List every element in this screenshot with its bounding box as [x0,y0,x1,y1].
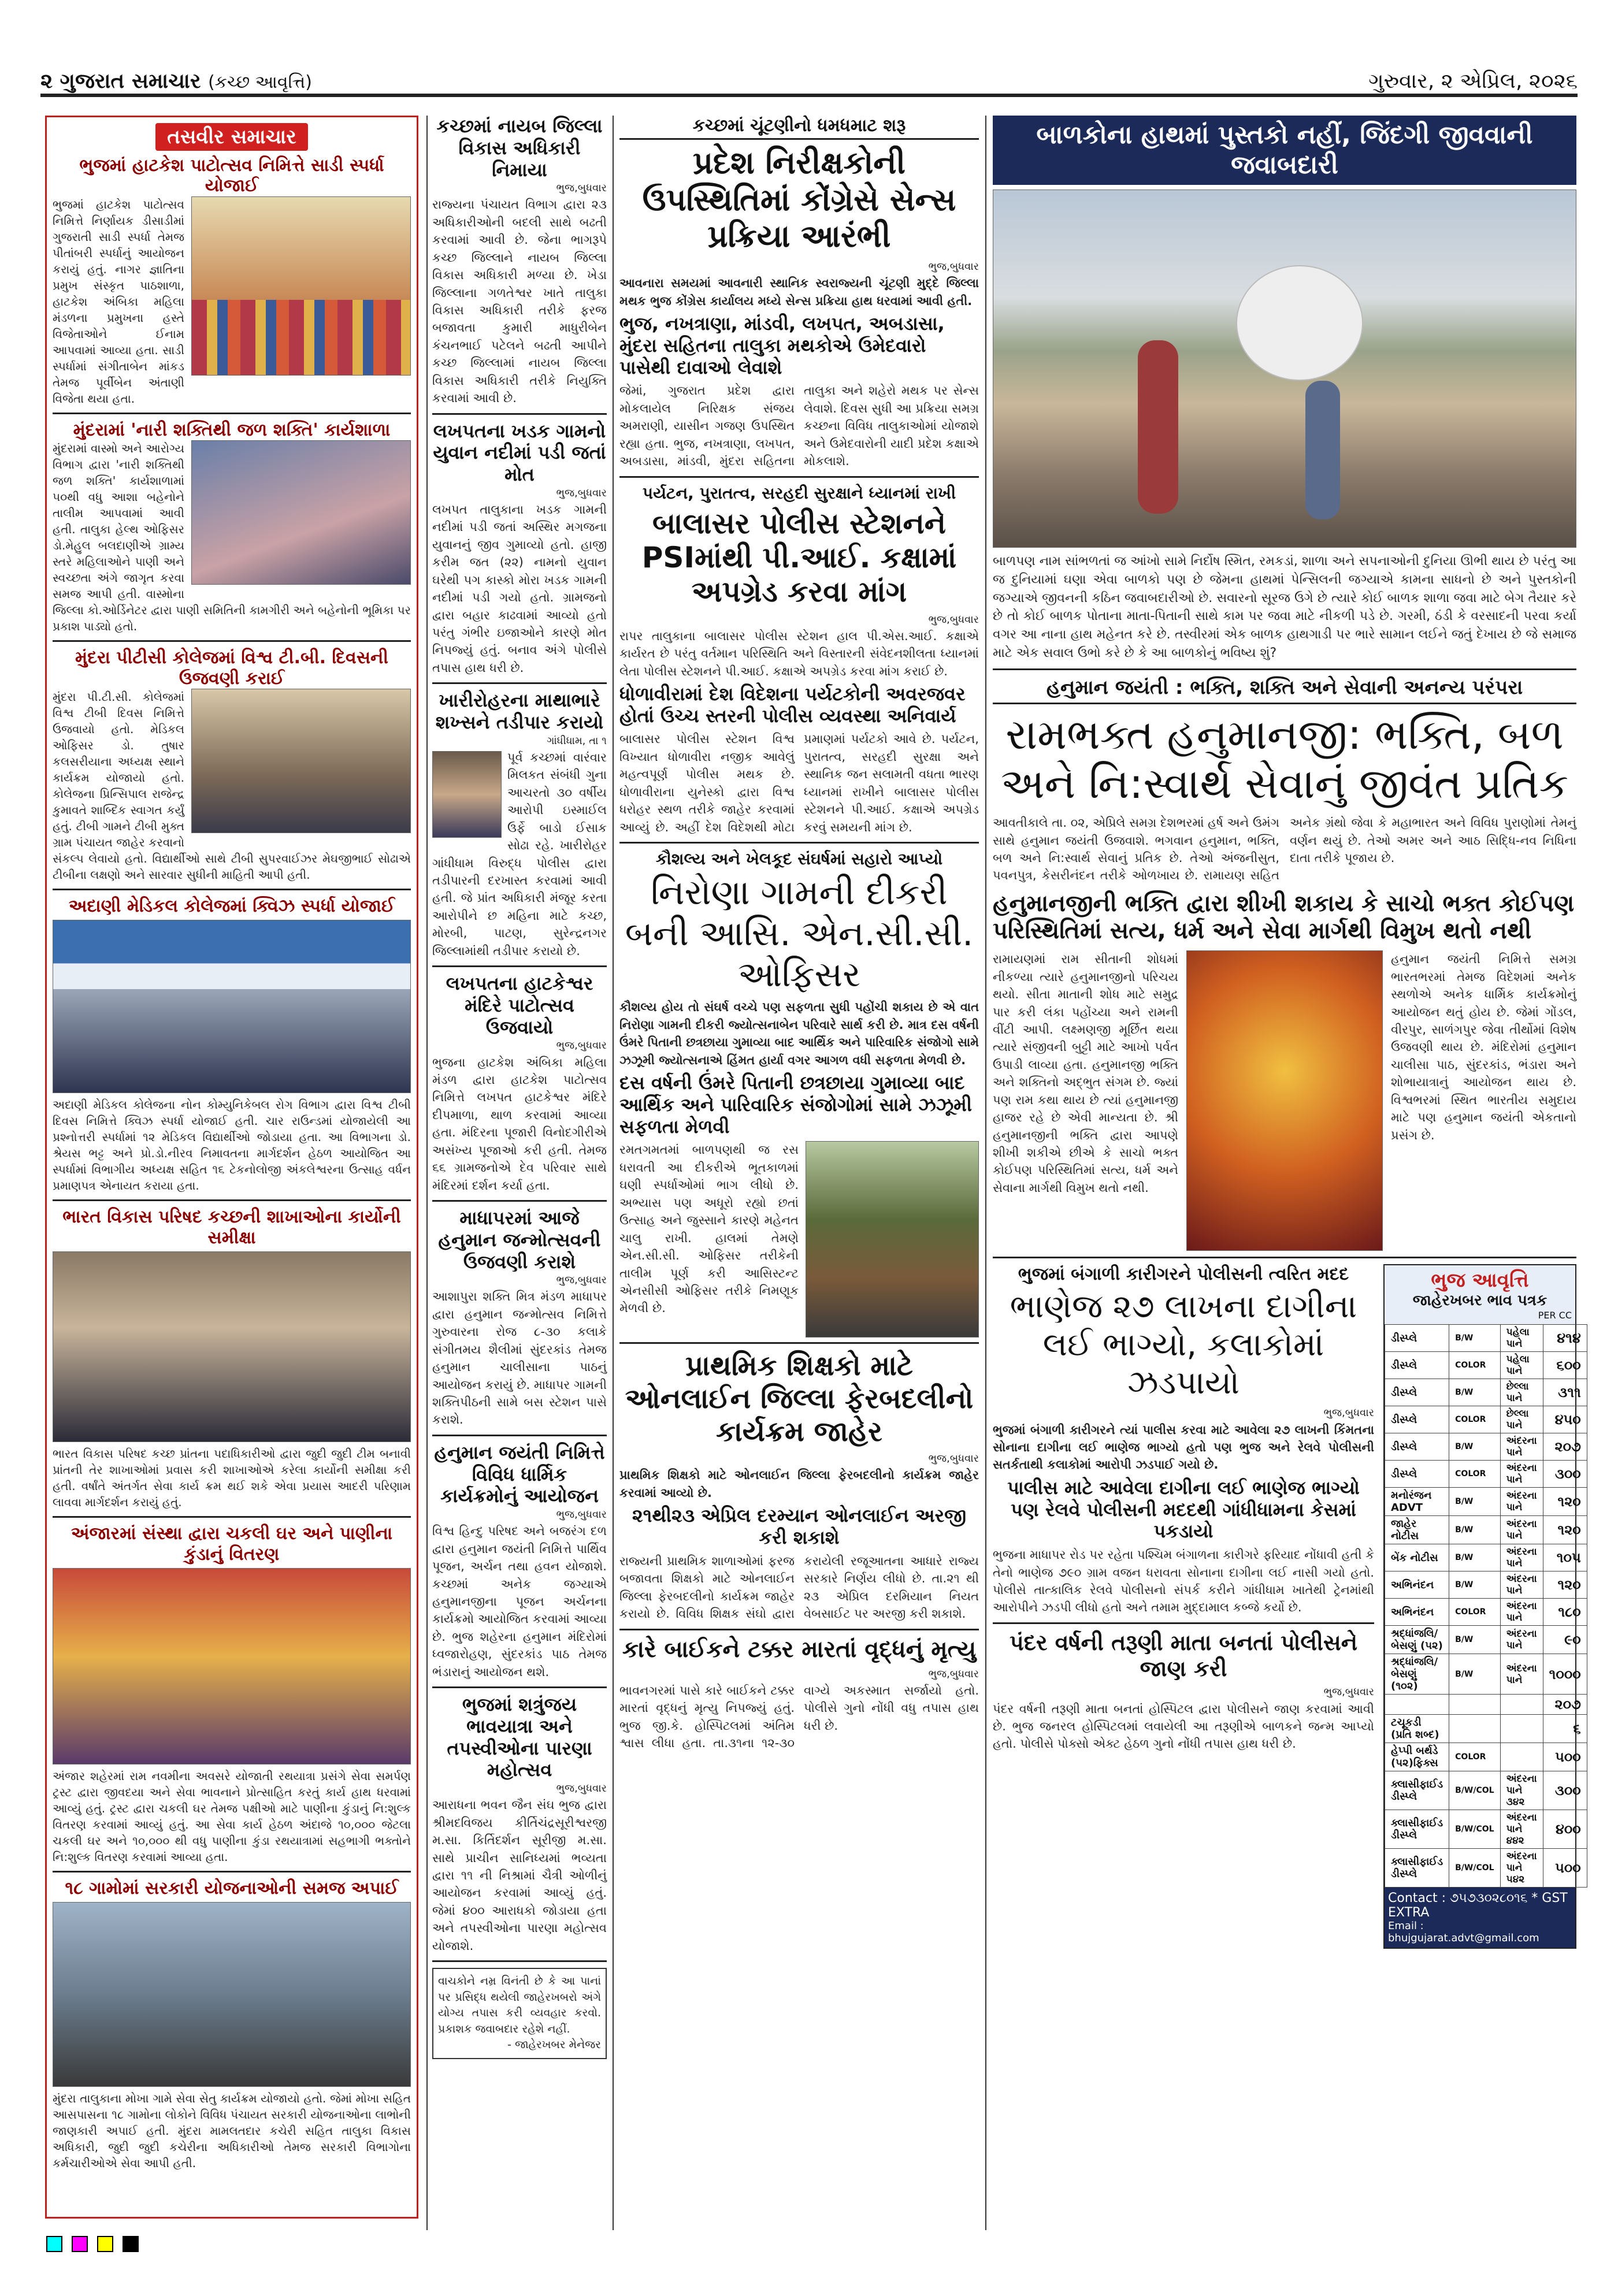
rate-cell: ૧૦૫ [1543,1544,1587,1571]
photo-child-labour [993,190,1576,548]
rate-row [1385,1352,1587,1379]
feature-headline: બાળકોના હાથમાં પુસ્તકો નહીં, જિંદગી જીવવાની જવાબદારી [993,116,1576,185]
rate-cell: અંદરના પાને ૫૪૨ [1500,1849,1543,1888]
rate-cell: B/W [1449,1654,1500,1695]
headline: પંદર વર્ષની તરૂણી માતા બનતાં પોલીસને જાણ કરી [1009,1629,1358,1681]
story-text: ભુજના માધાપર રોડ પર રહેતા પશ્ચિમ બંગાળના કારીગરે ફરિયાદ નોંધાવી હતી કે તેનો ભાણેજ ૭૯૦ ગ્રામ વજન ધરાવતા સોનાના દાગીના લઈ નાસી ગયો હતો. પોલીસે તાત્કાલિક રેલવે પોલીસનો સંપર્ક કરીને ગાંધીધામ ખાતેથી ટ્રેનમાંથી આરોપીને ઝડપી લીધો હતો અને તમામ મુદ્દામાલ કબ્જે કર્યો છે. [993,1548,1374,1615]
rate-cell: ૧૨૦ [1543,1516,1587,1544]
rate-cell: B/W [1449,1544,1500,1571]
brief-heading: લખપતના હાટકેશ્વર મંદિરે પાટોત્સવ ઉજવાયો [446,972,593,1038]
headline: રામભક્ત હનુમાનજી: ભક્તિ, બળ અને નિ:સ્વાર્થ સેવાનું જીવંત પ્રતિક [1000,710,1569,808]
brief-text: આરાધના ભવન જૈન સંઘ ભુજ દ્વારા શ્રીમદવિજય કીર્તિચંદ્રસૂરીશ્વરજી મ.સા. કિર્તિદર્શન સૂરીજી મ.સા. સાથે પ્રાચીન સાનિધ્યમાં ભવ્યતા દ્વારા ૧૧ ની નિશ્રામાં ચૈત્રી ઓળીનું આયોજન કરવામાં આવ્યું હતું. જેમાં ૪૦૦ આરાધકો જોડાયા હતા અને તપસ્વીઓના પારણા મહોત્સવ યોજાશે. [432,1798,607,1953]
subheading: ધોળાવીરામાં દેશ વિદેશના પર્યટકોની અવરજવર હોતાં ઉચ્ચ સ્તરની પોલીસ વ્યવસ્થા અનિવાર્ય [619,682,966,727]
lead-text: કૌશલ્ય હોય તો સંઘર્ષ વચ્ચે પણ સફળતા સુધી પહોંચી શકાય છે એ વાત નિરોણા ગામની દીકરી જ્યોત્સનાબેન પરિવારે સાર્થ કરી છે. માત્ર દસ વર્ષની ઉંમરે પિતાની છત્રછાયા ગુમાવ્યા બાદ આર્થિક અને પારિવારિક સંજોગો સામે ઝઝૂમી જ્યોત્સનાએ હિંમત હાર્યા વગર આગળ વધી સફળતા મેળવી છે. [619,1000,979,1067]
rate-row [1385,1325,1587,1352]
rate-cell: અંદરના પાને [1500,1433,1543,1461]
rate-row [1385,1461,1587,1488]
dateline: ભુજ,બુધવાર [556,182,607,195]
kicker: કૌશલ્ય અને ખેલકૂદ સંઘર્ષમાં સહારો આપ્યો [655,849,943,869]
photo-water-workshop [191,440,411,585]
rate-cell: ૩૧૧ [1543,1379,1587,1406]
rate-cell: શ્રદ્ધાંજલિ/બેસણું (૫૨) [1385,1626,1449,1654]
subheading: ભુજ, નખત્રાણા, માંડવી, લખપત, અબડાસા, મુંદરા સહિતના તાલુકા મથકોએ ઉમેદવારો પાસેથી દાવાઓ લેવાશે [619,313,945,378]
rate-cell: B/W [1449,1433,1500,1461]
rate-row [1385,1516,1587,1544]
lead-text: આવનારા સમયમાં આવનારી સ્થાનિક સ્વરાજ્યની ચૂંટણી મુદ્દે જિલ્લા મથક ભુજ કોંગ્રેસ કાર્યાલય મધ્યે સેન્સ પ્રક્રિયા હાથ ધરવામાં આવી હતી. [619,276,979,308]
story-heading: અંજારમાં સંસ્થા દ્વારા ચકલી ઘર અને પાણીના કુંડાનું વિતરણ [70,1524,393,1565]
rate-cell: અંદરના પાને [1500,1544,1543,1571]
brief-heading: લખપતના ખડક ગામનો યુવાન નદીમાં પડી જતાં મોત [433,419,606,486]
rate-cell: B/W [1449,1488,1500,1516]
lead-text: રાપર તાલુકાના બાલાસર પોલીસ સ્ટેશન હાલ પી.એસ.આઈ. કક્ષાએ કાર્યરત છે પરંતુ વર્તમાન પરિસ્થિતિ અને વિસ્તારની સંવેદનશીલતા ધ્યાનમાં લેતા પોલીસ સ્ટેશનને પી.આઈ. કક્ષાએ અપગ્રેડ કરવા માંગ કરાઈ છે. [619,629,979,678]
rate-cell: છેલ્લા પાને [1500,1379,1543,1406]
rate-cell [1385,1695,1449,1715]
story-text: બાલાસર પોલીસ સ્ટેશન વિશ્વ વિખ્યાત ધોળાવીરા નજીક આવેલું મહત્વપૂર્ણ પોલીસ મથક છે. ધોળાવીરાના યુનેસ્કો દ્વારા વિશ્વ ધરોહર સ્થળ તરીકે જાહેર કરવામાં આવ્યું છે. અહીં દેશ વિદેશથી મોટા પ્રમાણમાં પર્યટકો આવે છે. પર્યટન, પુરાતત્વ, સરહદી સુરક્ષા અને સ્થાનિક જન સલામતી વધતા ભારણ ધ્યાનમાં રાખીને બાલાસર પોલીસ સ્ટેશનને પી.આઈ. કક્ષાએ અપગ્રેડ કરવું સમયની માંગ છે. [619,732,979,834]
rate-cell: ૬ [1543,1715,1587,1743]
rate-cell: અભિનંદન [1385,1599,1449,1626]
ad-unit: PER CC [1538,1310,1572,1321]
rate-cell: અંદરના પાને [1500,1488,1543,1516]
lead-text: ભુજમાં બંગાળી કારીગરને ત્યાં પાલીસ કરવા માટે આવેલા ૨૭ લાખની કિંમતના સોનાના દાગીના લઈ ભાણેજ ભાગ્યો હતો પણ ભુજ અને રેલવે પોલીસની સતર્કતાથી કલાકોમાં આરોપી ઝડપાઈ ગયો છે. [993,1422,1374,1472]
photo-bird-houses [53,1568,411,1764]
rate-row [1385,1743,1587,1771]
rate-cell: મનોરંજન ADVT [1385,1488,1449,1516]
rate-cell: ડીસ્પ્લે [1385,1461,1449,1488]
rate-cell: ૧૦૦૦ [1543,1654,1587,1695]
rate-cell: અંદરના પાને ૩૪૨ [1500,1771,1543,1810]
kicker: હનુમાન જયંતી : ભક્તિ, શક્તિ અને સેવાની અનન્ય પરંપરા [993,676,1576,704]
rate-cell: ૧૨૦ [1543,1571,1587,1599]
hanuman-illustration [1186,950,1383,1251]
story-heading: મુંદરામાં 'નારી શક્તિથી જળ શક્તિ' કાર્યશાળા [73,419,391,440]
photo-tb-day [191,689,411,833]
rate-cell: ૫૦૦ [1543,1849,1587,1888]
rate-cell: ડીસ્પ્લે [1385,1433,1449,1461]
headline: ભાણેજ ૨૭ લાખના દાગીના લઈ ભાગ્યો, કલાકોમાં ઝડપાયો [1010,1288,1357,1402]
rate-cell: B/W [1449,1626,1500,1654]
rate-cell: ૬૦૦ [1543,1352,1587,1379]
brief-text: ભુજના હાટકેશ અંબિકા મહિલા મંડળ દ્વારા હાટકેશ પાટોત્સવ નિમિત્તે લખપત હાટકેશ્વર મંદિરે દીપમાળા, થાળ કરવામાં આવ્યા હતા. મંદિરના પૂજારી વિનોદગીરીએ અસંખ્ય પૂજાઓ કરી હતી. તેમજ ૬૬ ગ્રામજનોએ દેવ પરિવાર સાથે મંદિરમાં દર્શન કર્યા હતા. [432,1055,607,1192]
page-folio: ૨ ગુજરાત સમાચાર (કચ્છ આવૃત્તિ) [40,69,312,93]
story-text: ભારત વિકાસ પરિષદ કચ્છ પ્રાંતના પદાધિકારીઓ દ્વારા જુદી જુદી ટીમ બનાવી પ્રાંતની તેર શાખાઓમાં પ્રવાસ કરી શાખાઓએ કરેલા કાર્યોની સમીક્ષા કરી હતી. વર્ષાંતે અંતર્ગત સેવા કાર્ય ક્રમ થઈ શકે એવા પ્રયાસ આદરી પરિણામ લાવવા માર્ગદર્શન કરાયું હતું. [53,1447,411,1510]
rate-cell: ડીસ્પ્લે [1385,1406,1449,1433]
dateline: ભુજ,બુધવાર [1323,1407,1374,1420]
story-text: મુંદરા તાલુકાના મોખા ગામે સેવા સેતુ કાર્યક્રમ યોજાયો હતો. જેમાં મોખા સહિત આસપાસના ૧૮ ગામોના લોકોને વિવિધ પંચાયત સરકારી યોજનાઓના લાભોની જાણકારી અપાઈ હતી. મુંદરા મામલતદાર કચેરી સહિત તાલુકા વિકાસ અધિકારી, જુદી જુદી કચેરીના અધિકારીઓ તેમજ સરકારી વિભાગોના કર્મચારીઓએ સેવા આપી હતી. [53,2091,411,2171]
story-text: અંજાર શહેરમાં રામ નવમીના અવસરે યોજાતી રથયાત્રા પ્રસંગે સેવા સમર્પણ ટ્રસ્ટ દ્વારા જીવદયા અને સેવા ભાવનાને પ્રોત્સાહિત કરતું કાર્ય હાથ ધરવામાં આવ્યું હતું. ટ્રસ્ટ દ્વારા ચકલી ઘર તેમજ પક્ષીઓ માટે પાણીના કુંડાનું નિ:શુલ્ક વિતરણ કરવામાં આવ્યું હતું. આ સેવા કાર્ય હેઠળ અંદાજે ૧૦,૦૦૦ જેટલા ચકલી ઘર અને ૧૦,૦૦૦ થી વધુ પાણીના કુંડા રથયાત્રામાં સહભાગી ભક્તોને નિ:શુલ્ક વિતરણ કરવામાં આવ્યા હતા. [53,1769,411,1864]
brief-heading: ભુજમાં શત્રુંજય ભાવયાત્રા અને તપસ્વીઓના પારણા મહોત્સવ [447,1693,592,1781]
rate-cell: અંદરના પાને [1500,1626,1543,1654]
dateline: ભુજ,બુધવાર [556,1509,607,1521]
photo-quiz-contest [53,920,411,1093]
story-heading: અદાણી મેડિકલ કોલેજમાં ક્વિઝ સ્પર્ધા યોજાઈ [68,896,395,916]
brief-text: આશાપુરા શક્તિ મિત્ર મંડળ માધાપર દ્વારા હનુમાન જન્મોત્સવ નિમિત્તે ગુરુવારના રોજ ૮-૩૦ કલાકે સંગીતમય શૈલીમાં સુંદરકાંડ તેમજ હનુમાન ચાલીસાના પાઠનું આયોજન કરાયું છે. માધાપર ગામની શક્તિપીઠની સામે બસ સ્ટેશન પાસે કરાશે. [432,1290,607,1427]
story-text: અદાણી મેડિકલ કોલેજના નોન કોમ્યુનિકેબલ રોગ વિભાગ દ્વારા વિશ્વ ટીબી દિવસ નિમિત્તે ક્વિઝ સ્પર્ધા યોજાઈ હતી. ચાર રાઉન્ડમાં યોજાયેલી આ પ્રશ્નોત્તરી સ્પર્ધામાં ૧૨ મેડિકલ વિદ્યાર્થીઓ જોડાયા હતા. આ વિભાગના ડો. શ્રેયસ ભટ્ટ અને પ્રો.ડો.નીરવ નિમાવતના માર્ગદર્શન હેઠળ આયોજિત આ સ્પર્ધામાં વિભાગીય અધ્યક્ષ સહિત ૧૬ ટેકનોલોજી અંકલેશ્વરના ઉત્સાહ વર્ધન પ્રમાણપત્ર એનાયત કરાયા હતા. [53,1098,411,1193]
rate-cell: ૩૦૦ [1543,1771,1587,1810]
dateline: ભુજ,બુધવાર [1323,1686,1374,1699]
story-text: રાજ્યની પ્રાથમિક શાળાઓમાં ફરજ બજાવતા શિક્ષકો માટે ઓનલાઈન જિલ્લા ફેરબદલીનો કાર્યક્રમ જાહેર કરાયો છે. વિવિધ શિક્ષક સંઘો દ્વારા કરાયેલી રજૂઆતના આધારે રાજ્ય સરકારે નિર્ણય લીધો છે. તા.૨૧ થી ૨૩ એપ્રિલ દરમિયાન નિયત વેબસાઈટ પર અરજી કરી શકાશે. [619,1554,979,1621]
story-text: પંદર વર્ષની તરૂણી માતા બનતાં હોસ્પિટલ દ્વારા પોલીસને જાણ કરવામાં આવી છે. ભુજ જનરલ હોસ્પિટલમાં લવાયેલી આ તરૂણીએ બાળકને જન્મ આપ્યો હતો. પોલીસે પોક્સો એક્ટ હેઠળ ગુનો નોંધી તપાસ હાથ ધરી છે. [993,1701,1374,1751]
headline: પ્રાથમિક શિક્ષકો માટે ઓનલાઈન જિલ્લા ફેરબદલીનો કાર્યક્રમ જાહેર [625,1350,974,1448]
rate-cell: ક્લાસીફાઈડ ડીસ્પ્લે [1385,1771,1449,1810]
headline: પ્રદેશ નિરીક્ષકોની ઉપસ્થિતિમાં કોંગ્રેસે સેન્સ પ્રક્રિયા આરંભી [642,144,956,255]
rate-cell: જાહેર નોટીસ [1385,1516,1449,1544]
rate-cell: ડીસ્પ્લે [1385,1325,1449,1352]
rate-row [1385,1771,1587,1810]
rate-cell: B/W [1449,1571,1500,1599]
brief-text: પૂર્વ કચ્છમાં વારંવાર મિલકત સંબંધી ગુના આચરતો ૩૦ વર્ષીય આરોપી ઇસ્માઈલ ઉર્ફે બાડો ઈસાક સોઢા રહે. ખારીરોહર ગાંધીધામ વિરુદ્ધ પોલીસ દ્વારા તડીપારની દરખાસ્ત કરવામાં આવી હતી. જે પ્રાંત અધિકારી મંજૂર કરતા આરોપીને છ મહિના માટે કચ્છ, મોરબી, પાટણ, સુરેન્દ્રનગર જિલ્લામાંથી તડીપાર કરાયો છે. [432,750,607,958]
rate-row [1385,1571,1587,1599]
ad-gst: * GST EXTRA [1388,1891,1568,1920]
rate-row [1385,1544,1587,1571]
color-registration-marks [46,2236,139,2252]
rate-cell: ૨૦૭ [1543,1695,1587,1715]
rate-cell: COLOR [1449,1599,1500,1626]
advertiser-notice [432,1968,607,2059]
lead-text: પ્રાથમિક શિક્ષકો માટે ઓનલાઈન જિલ્લા ફેરબદલીનો કાર્યક્રમ જાહેર કરવામાં આવ્યો છે. [619,1468,979,1500]
brief-heading: કચ્છમાં નાયબ જિલ્લા વિકાસ અધિકારી નિમાયા [436,115,603,181]
rate-row [1385,1406,1587,1433]
kicker: કચ્છમાં ચૂંટણીનો ધમધમાટ શરૂ [619,116,979,140]
rate-row [1385,1379,1587,1406]
brief-heading: ખારીરોહરના માથાભારે શખ્સને તડીપાર કરાયો [435,689,604,734]
rate-cell: ક્લાસીફાઈડ ડીસ્પ્લે [1385,1849,1449,1888]
dateline: ભુજ,બુધવાર [556,1274,607,1287]
rate-cell [1500,1715,1543,1743]
rate-cell: ૧૮૦ [1543,1599,1587,1626]
rate-cell: પહેલા પાને [1500,1352,1543,1379]
rate-cell: ૪૫૦ [1543,1406,1587,1433]
story-heading: ભારત વિકાસ પરિષદ કચ્છની શાખાઓના કાર્યોની સમીક્ષા [62,1207,401,1248]
photo-ncc-officer [806,1141,979,1338]
dateline: ભુજ,બુધવાર [928,261,979,273]
kicker: ભુજમાં બંગાળી કારીગરને પોલીસની ત્વરિત મદદ [1018,1264,1349,1285]
notice-sign: - જાહેરખબર મેનેજર [507,2038,601,2052]
rate-cell: અંદરના પાને [1500,1516,1543,1544]
story-heading: ૧૮ ગામોમાં સરકારી યોજનાઓની સમજ અપાઈ [65,1878,399,1899]
brief-heading: હનુમાન જયંતી નિમિત્તે વિવિધ ધાર્મિક કાર્યક્રમોનું આયોજન [434,1441,605,1507]
rate-cell [1449,1695,1500,1715]
rate-row [1385,1849,1587,1888]
dateline: ભુજ,બુધવાર [928,1667,979,1680]
rate-cell [1500,1743,1543,1771]
dateline: ભુજ,બુધવાર [928,1452,979,1465]
section-badge: તસવીર સમાચાર [155,123,307,151]
notice-text: વાચકોને નમ્ર વિનંતી છે કે આ પાનાં પર પ્રસિદ્ધ થયેલી જાહેરખબરો અંગે યોગ્ય તપાસ કરી વ્યવહાર કરવો. પ્રકાશક જવાબદાર રહેશે નહીં. [438,1975,601,2035]
rate-row [1385,1433,1587,1461]
rate-cell: અંદરના પાને [1500,1654,1543,1695]
story-heading: ભુજમાં હાટકેશ પાટોત્સવ નિમિત્તે સાડી સ્પર્ધા યોજાઈ [79,155,384,196]
rate-cell: અભિનંદન [1385,1571,1449,1599]
rate-row [1385,1695,1587,1715]
story-text: બાળપણ નામ સાંભળતાં જ આંખો સામે નિર્દોષ સ્મિત, રમકડાં, શાળા અને સપનાઓની દુનિયા ઊભી થાય છે પરંતુ આ જ દુનિયામાં ઘણા એવા બાળકો પણ છે જેમના હાથમાં પેન્સિલની જગ્યાએ કામના સાધનો છે અને પુસ્તકોની જગ્યાએ જીવનની કઠિન જવાબદારીઓ છે. સવારનો સૂરજ ઉગે છે ત્યારે કોઈ બાળક શાળા જવા માટે બેગ તૈયાર કરે છે તો કોઈ બાળક પોતાના માતા-પિતાની સાથે કામ પર જવા માટે નીકળી પડે છે. ગરમી, ઠંડી કે વરસાદની પરવા કર્યા વગર આ નાના હાથ મહેનત કરે છે. તસ્વીરમાં એક બાળક હાથગાડી પર ભારે સામાન લઈને જતું દેખાય છે જે સમાજ માટે એક સવાલ ઉભો કરે છે કે આ બાળકોનું ભવિષ્ય શું? [993,553,1576,661]
rate-cell: COLOR [1449,1406,1500,1433]
rate-cell: ૫૦૦ [1543,1743,1587,1771]
ad-email: Email : bhujgujarat.advt@gmail.com [1388,1920,1539,1945]
ad-rate-card [1383,1264,1581,1949]
rate-cell: ૧૨૦ [1543,1488,1587,1516]
rate-cell: B/W [1449,1325,1500,1352]
rate-cell: પહેલા પાને [1500,1325,1543,1352]
rate-cell: B/W/COL [1449,1771,1500,1810]
brief-text: વિશ્વ હિન્દુ પરિષદ અને બજરંગ દળ દ્વારા હનુમાન જયંતી નિમિત્તે પાર્થિવ પૂજન, અર્ચન તથા હવન યોજાશે. કચ્છમાં અનેક જગ્યાએ હનુમાનજીના પૂજન અર્ચનના કાર્યક્રમો આયોજિત કરવામાં આવ્યા છે. ભુજ શહેરના હનુમાન મંદિરોમાં ધ્વજારોહણ, સુંદરકાંડ પાઠ તેમજ ભંડારાનું આયોજન થશે. [432,1524,607,1679]
brief-text: રાજ્યના પંચાયત વિભાગ દ્વારા ૨૩ અધિકારીઓની બદલી સાથે બઢતી કરવામાં આવી છે. જેના ભાગરૂપે કચ્છ જિલ્લાને નાયબ જિલ્લા વિકાસ અધિકારી મળ્યા છે. ખેડા જિલ્લાના ગળતેશ્વર ખાતે તાલુકા વિકાસ અધિકારી તરીકે ફરજ બજાવતા કુમારી માધુરીબેન કંચનભાઈ પટેલને બઢતી આપીને કચ્છ જિલ્લામાં નાયબ જિલ્લા વિકાસ અધિકારી તરીકે નિયુક્તિ કરવામાં આવી છે. [432,198,607,406]
rate-row [1385,1654,1587,1695]
headline: બાલાસર પોલીસ સ્ટેશનને PSIમાંથી પી.આઈ. કક્ષામાં અપગ્રેડ કરવા માંગ [641,506,957,608]
rate-cell: ૯૦ [1543,1626,1587,1654]
story-text: ભુજમાં હાટકેશ પાટોત્સવ નિમિત્તે નિર્ણાયક ડીસાડીમાં ગુજરાતી સાડી સ્પર્ધા તેમજ પીતાંબરી સ્પર્ધાનું આયોજન કરાયું હતું. નાગર જ્ઞાતિના પ્રમુખ સંસ્કૃત પાઠશાળા, હાટકેશ અંબિકા મહિલા મંડળના પ્રમુખના હસ્તે વિજેતાઓને ઈનામ આપવામાં આવ્યા હતા. સાડી સ્પર્ધામાં સંગીતાબેન માંકડ તેમજ પૂર્વીબેન અંતાણી વિજેતા થયા હતા. [53,197,184,406]
story-text: મુંદરા પી.ટી.સી. કોલેજમાં વિશ્વ ટીબી દિવસ નિમિત્તે ઉજવાયો હતો. મેડિકલ ઓફિસર ડો. તુષાર કલસરીયાના અધ્યક્ષ સ્થાને કાર્યક્રમ યોજાયો હતો. કોલેજના પ્રિન્સિપાલ રાજેન્દ્ર કુમાવતે શાબ્દિક સ્વાગત કર્યું હતું. ટીબી ગામને ટીબી મુક્ત ગ્રામ પંચાયત જાહેર કરવાનો સંકલ્પ લેવાયો હતો. વિદ્યાર્થીઓ સાથે ટીબી સુપરવાઈઝર મેઘજીભાઈ સોઢાએ ટીબીના લક્ષણો અને સારવાર સુધીની માહિતી આપી હતી. [53,689,411,882]
rate-cell: ટચૂકડી (પ્રતિ શબ્દ) [1385,1715,1449,1743]
ad-title: ભુજ આવૃત્તિ [1431,1269,1529,1292]
story-heading: મુંદરા પીટીસી કોલેજમાં વિશ્વ ટી.બી. દિવસની ઉજવણી કરાઈ [75,648,388,689]
dateline: ભુજ,બુધવાર [556,1039,607,1052]
story-text: હનુમાન જયંતી નિમિત્તે સમગ્ર ભારતભરમાં તેમજ વિદેશમાં અનેક સ્થળોએ અનેક ધાર્મિક કાર્યક્રમોનું આયોજન થતું હોય છે. જેમાં ગોંડલ, વીરપુર, સાળંગપુર જેવા તીર્થોમાં વિશેષ ઉજવણી થાય છે. મંદિરોમાં હનુમાન ચાલીસા પાઠ, સુંદરકાંડ, ભંડારા અને શોભાયાત્રાનું આયોજન થાય છે. વિશ્વભરમાં સ્થિત ભારતીય સમુદાય માટે પણ હનુમાન જયંતી એકતાનો પ્રસંગ છે. [1391,952,1576,1142]
column-main-news [619,116,979,2230]
brief-heading: માધાપરમાં આજે હનુમાન જન્મોત્સવની ઉજવણી કરાશે [438,1207,601,1273]
rate-cell: બેંક નોટીસ [1385,1544,1449,1571]
rate-cell: ૪૧૪ [1543,1325,1587,1352]
page-header [40,68,1578,97]
rate-row [1385,1626,1587,1654]
subheading: ૨૧થી૨૩ એપ્રિલ દરમ્યાન ઓનલાઈન અરજી કરી શકાશે [632,1504,967,1549]
story-text: ભાવનગરમાં પાસે કારે બાઈકને ટક્કર મારતાં વૃદ્ધનું મૃત્યુ નિપજ્યું હતું. ભુજ જી.કે. હોસ્પિટલમાં અંતિમ શ્વાસ લીધા હતા. તા.૩૧ના ૧૨-૩૦ વાગ્યે અકસ્માત સર્જાયો હતો. પોલીસે ગુનો નોંધી વધુ તપાસ હાથ ધરી છે. [619,1683,979,1751]
rate-table [1385,1324,1587,1888]
rate-row [1385,1715,1587,1743]
rate-cell: ૨૦૭ [1543,1433,1587,1461]
headline: કારે બાઈકને ટક્કર મારતાં વૃદ્ધનું મૃત્યુ [622,1636,977,1663]
rate-cell: અંદરના પાને [1500,1461,1543,1488]
ad-subtitle: જાહેરખબર ભાવ પત્રક [1412,1292,1548,1310]
rate-cell: હેપ્પી બર્થડે (૫૨)ફિક્સ [1385,1743,1449,1771]
rate-cell: છેલ્લા પાને [1500,1406,1543,1433]
rate-cell [1449,1715,1500,1743]
brief-text: લખપત તાલુકાના ખડક ગામની નદીમાં પડી જતાં અસ્થિર મગજના યુવાનનું જીવ ગુમાવ્યો હતો. હાજી કરીમ જત (૨૨) નામનો યુવાન ઘરેથી પગ કાસ્કો મોરા ખડક ગામની નદીમાં પડી ગયો હતો. ગ્રામજનો દ્વારા બહાર કાઢવામાં આવ્યો હતો પરંતુ ગંભીર ઇજાઓને કારણે મોત નિપજ્યું હતું. બનાવ અંગે પોલીસે તપાસ હાથ ધરી છે. [432,502,607,675]
column-features [993,116,1581,2230]
column-photo-news [45,116,418,2230]
story-text: રામાયણમાં રામ સીતાની શોધમાં નીકળ્યા ત્યારે હનુમાનજીનો પરિચય થયો. સીતા માતાની શોધ માટે સમુદ્ર પાર કરી લંકા પહોંચ્યા અને રામની વીંટી આપી. લક્ષ્મણજી મૂર્છિત થયા ત્યારે સંજીવની બુટ્ટી માટે આખો પર્વત ઉપાડી લાવ્યા હતા. હનુમાનજી ભક્તિ અને શક્તિનો અદ્ભુત સંગમ છે. જ્યાં પણ રામ કથા થાય છે ત્યાં હનુમાનજી હાજર રહે છે એવી માન્યતા છે. શ્રી હનુમાનજીની ભક્તિ દ્વારા આપણે શીખી શકીએ છીએ કે સાચો ભક્ત કોઈપણ પરિસ્થિતિમાં સત્ય, ધર્મ અને સેવાના માર્ગથી વિમુખ થતો નથી. [993,952,1178,1195]
story-text: મુંદરામાં વાસ્મો અને આરોગ્ય વિભાગ દ્વારા 'નારી શક્તિથી જળ શક્તિ' કાર્યશાળામાં ૫૦થી વધુ આશા બહેનોને તાલીમ આપવામાં આવી હતી. તાલુકા હેલ્થ ઓફિસર ડો.મેહુલ બલદાણીએ ગ્રામ્ય સ્તરે મહિલાઓને પાણી અને સ્વચ્છતા અંગે જાગૃત કરવા સમજ આપી હતી. વાસ્મોના જિલ્લા કો.ઓર્ડિનેટર દ્વારા પાણી સમિતિની કામગીરી અને બહેનોની ભૂમિકા પર પ્રકાશ પાડ્યો હતો. [53,441,411,634]
rate-cell: ડીસ્પ્લે [1385,1352,1449,1379]
subheading: દસ વર્ષની ઉંમરે પિતાની છત્રછાયા ગુમાવ્યા બાદ આર્થિક અને પારિવારિક સંજોગોમાં સામે ઝઝૂમી સફળતા મેળવી [619,1072,973,1138]
rate-row [1385,1810,1587,1849]
dateline: ગાંધીધામ, તા ૧ [547,734,607,747]
rate-cell: ૪૦૦ [1543,1810,1587,1849]
rate-cell: અંદરના પાને ૪૪૨ [1500,1810,1543,1849]
rate-cell: COLOR [1449,1743,1500,1771]
dateline: ભુજ,બુધવાર [928,613,979,626]
rate-cell: COLOR [1449,1352,1500,1379]
subheading: હનુમાનજીની ભક્તિ દ્વારા શીખી શકાય કે સાચો ભક્ત કોઈપણ પરિસ્થિતિમાં સત્ય, ધર્મ અને સેવા માર્ગથી વિમુખ થતો નથી [993,890,1575,944]
headline: નિરોણા ગામની દીકરી બની આસિ. એન.સી.સી. ઓફિસર [625,872,974,995]
rate-cell: B/W/COL [1449,1810,1500,1849]
dateline: ભુજ,બુધવાર [556,1782,607,1795]
photo-accused [432,751,502,838]
photo-bvp-meeting [53,1251,411,1442]
story-text: આવતીકાલે તા. ૦૨, એપ્રિલે સમગ્ર દેશભરમાં હર્ષ અને ઉમંગ સાથે હનુમાન જયંતી ઉજવાશે. ભગવાન હનુમાન, ભક્તિ, બળ અને નિ:સ્વાર્થ સેવાનું પ્રતિક છે. તેઓ અંજનીસુત, પવનપુત્ર, કેસરીનંદન તરીકે ઓળખાય છે. રામાયણ સહિત અનેક ગ્રંથો જેવા કે મહાભારત અને વિવિધ પુરાણોમાં તેમનું વર્ણન થયું છે. તેઓ અમર અને આઠ સિદ્ધિ-નવ નિધિના દાતા તરીકે પૂજાય છે. [993,816,1576,883]
rate-cell: ડીસ્પ્લે [1385,1379,1449,1406]
rate-cell: ક્લાસીફાઈડ ડીસ્પ્લે [1385,1810,1449,1849]
rate-cell: અંદરના પાને [1500,1599,1543,1626]
rate-cell: શ્રદ્ધાંજલિ/બેસણું (૧૦૨) [1385,1654,1449,1695]
story-text: રમતગમતમાં બાળપણથી જ રસ ધરાવતી આ દીકરીએ ભૂતકાળમાં ઘણી સ્પર્ધાઓમાં ભાગ લીધો છે. અભ્યાસ પણ અધૂરો રહ્યો છતાં ઉત્સાહ અને જુસ્સાને કારણે મહેનત ચાલુ રાખી. હાલમાં તેમણે એન.સી.સી. ઓફિસર તરીકેની તાલીમ પૂર્ણ કરી આસિસ્ટન્ટ એનસીસી ઓફિસર તરીકે નિમણૂક મેળવી છે. [619,1143,799,1316]
rate-row [1385,1488,1587,1516]
rate-row [1385,1599,1587,1626]
photo-seva-setu [53,1902,411,2087]
ad-contact: Contact : ૭૫૭૩૦૨૮૦૧૬ [1388,1891,1528,1906]
subheading: પાલીસ માટે આવેલા દાગીના લઈ ભાણેજ ભાગ્યો પણ રેલવે પોલીસની મદદથી ગાંધીધામના કેસમાં પકડાયો [1007,1476,1360,1543]
rate-cell: B/W [1449,1379,1500,1406]
column-briefs [432,116,607,2230]
photo-saree-contest [191,196,411,376]
rate-cell: B/W [1449,1516,1500,1544]
rate-cell: અંદરના પાને [1500,1571,1543,1599]
rate-cell: COLOR [1449,1461,1500,1488]
kicker: પર્યટન, પુરાતત્વ, સરહદી સુરક્ષાને ધ્યાનમાં રાખી [642,483,956,503]
rate-cell: ૩૦૦ [1543,1461,1587,1488]
rate-cell: B/W/COL [1449,1849,1500,1888]
dateline: ભુજ,બુધવાર [556,486,607,499]
rate-cell [1500,1695,1543,1715]
story-text: જેમાં, ગુજરાત પ્રદેશ દ્વારા મોકલાયેલ નિરિક્ષક સંજય અમરાણી, યાસીન ગજણ ઉપસ્થિત રહ્યા હતા. ભુજ, નખત્રાણા, લખપત, અબડાસા, માંડવી, મુંદરા સહિતના તાલુકા અને શહેરો મથક પર સેન્સ લેવાશે. દિવસ સુધી આ પ્રક્રિયા સમગ્ર કચ્છના વિવિધ તાલુકાઓમાં યોજાશે અને ઉમેદવારોની યાદી પ્રદેશ કક્ષાએ મોકલાશે. [619,384,979,469]
page-date: ગુરુવાર, ૨ એપ્રિલ, ૨૦૨૬ [1368,69,1578,93]
